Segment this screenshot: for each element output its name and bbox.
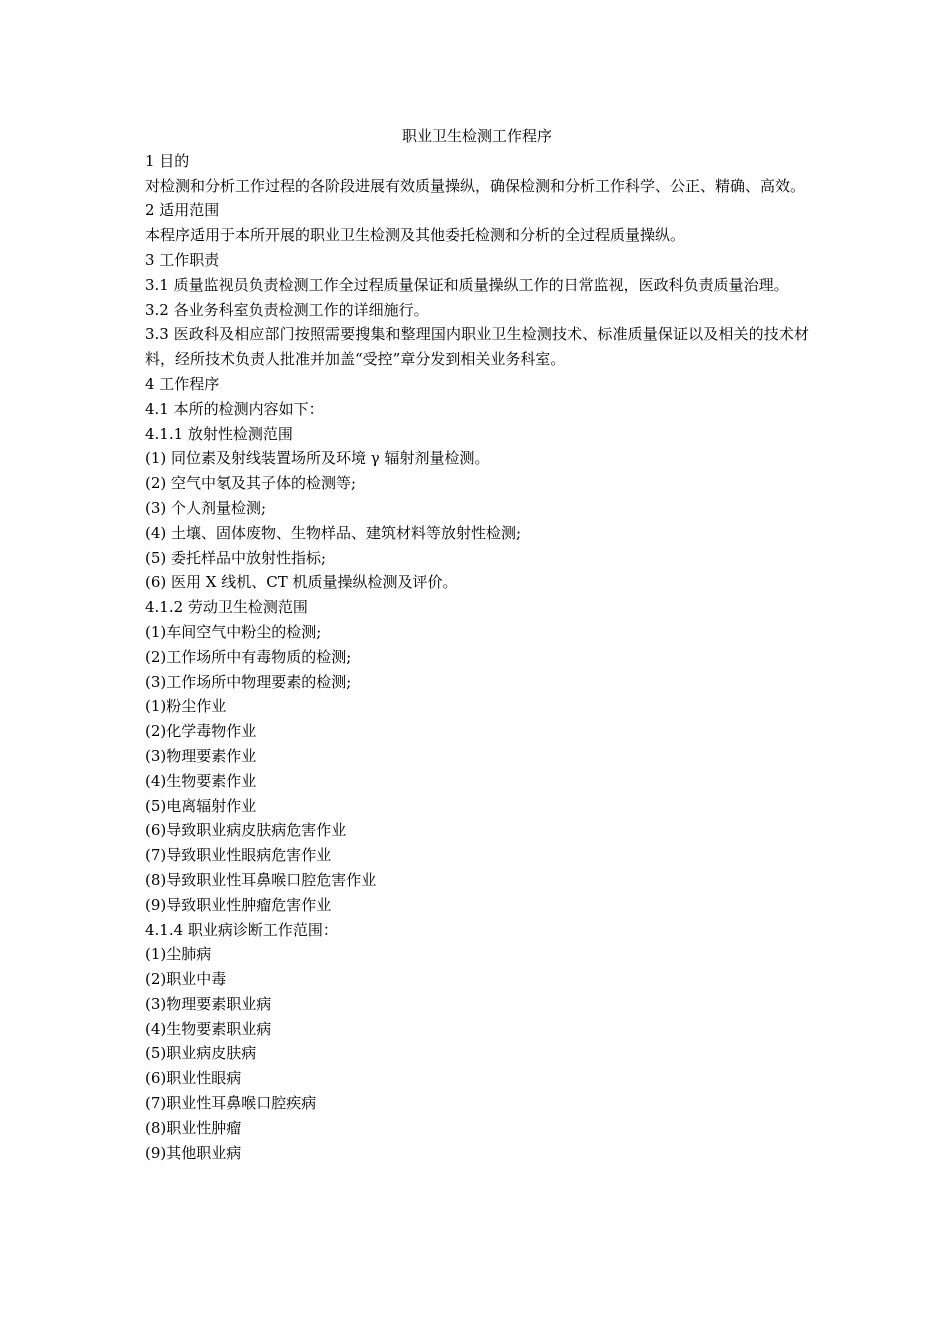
doc-line: 4.1.4 职业病诊断工作范围： — [145, 920, 338, 939]
doc-line: (1)粉尘作业 — [145, 697, 227, 716]
doc-line: (4)生物要素作业 — [145, 771, 257, 790]
doc-line: (1)车间空气中粉尘的检测; — [145, 622, 322, 641]
doc-line: (2) 空气中氡及其子体的检测等; — [145, 474, 357, 493]
doc-line: (2)职业中毒 — [145, 970, 227, 989]
doc-line: 3.1 质量监视员负责检测工作全过程质量保证和质量操纵工作的日常监视，医政科负责质量治理。 — [145, 275, 789, 294]
doc-line: 3.3 医政科及相应部门按照需要搜集和整理国内职业卫生检测技术、标准质量保证以及相关的技术材料，经所技术负责人批准并加盖“受控”章分发到相关业务科室。 — [145, 325, 809, 369]
doc-line: (4)生物要素职业病 — [145, 1019, 272, 1038]
doc-line: (2)工作场所中有毒物质的检测; — [145, 647, 352, 666]
doc-line: (3)工作场所中物理要素的检测; — [145, 672, 352, 691]
document-title: 职业卫生检测工作程序 — [401, 127, 552, 145]
doc-line: (4) 土壤、固体废物、生物样品、建筑材料等放射性检测; — [145, 523, 522, 542]
doc-line: (3)物理要素作业 — [145, 746, 257, 765]
document-body — [145, 124, 809, 1165]
doc-line: (3)物理要素职业病 — [145, 994, 272, 1013]
doc-line: (7)职业性耳鼻喉口腔疾病 — [145, 1094, 317, 1113]
doc-line: (7)导致职业性眼病危害作业 — [145, 846, 332, 865]
doc-line: (5) 委托样品中放射性指标; — [145, 548, 327, 567]
doc-line: (6)职业性眼病 — [145, 1069, 242, 1088]
doc-line: (6) 医用 X 线机、CT 机质量操纵检测及评价。 — [145, 573, 458, 592]
doc-line: 4 工作程序 — [145, 374, 220, 393]
doc-line: 2 适用范围 — [145, 201, 220, 220]
doc-line: 4.1 本所的检测内容如下： — [145, 399, 324, 418]
doc-line: 对检测和分析工作过程的各阶段进展有效质量操纵，确保检测和分析工作科学、公正、精确、高效。 — [145, 176, 806, 195]
doc-line: (3) 个人剂量检测; — [145, 498, 267, 517]
doc-line: 1 目的 — [145, 151, 190, 170]
doc-line: (8)职业性肿瘤 — [145, 1118, 242, 1137]
doc-line: (1)尘肺病 — [145, 945, 212, 964]
doc-line: 3 工作职责 — [145, 250, 220, 269]
doc-line: (6)导致职业病皮肤病危害作业 — [145, 821, 347, 840]
doc-line: (2)化学毒物作业 — [145, 722, 257, 741]
doc-line: 4.1.2 劳动卫生检测范围 — [145, 598, 308, 617]
doc-line: 4.1.1 放射性检测范围 — [145, 424, 293, 443]
doc-line: (1) 同位素及射线装置场所及环境 γ 辐射剂量检测。 — [145, 449, 490, 468]
doc-line: (9)其他职业病 — [145, 1143, 242, 1162]
doc-line: (5)电离辐射作业 — [145, 796, 257, 815]
doc-line: 本程序适用于本所开展的职业卫生检测及其他委托检测和分析的全过程质量操纵。 — [145, 226, 686, 245]
doc-line: (9)导致职业性肿瘤危害作业 — [145, 895, 332, 914]
doc-line: (5)职业病皮肤病 — [145, 1044, 257, 1063]
doc-line: 3.2 各业务科室负责检测工作的详细施行。 — [145, 300, 429, 319]
doc-line: (8)导致职业性耳鼻喉口腔危害作业 — [145, 870, 377, 889]
